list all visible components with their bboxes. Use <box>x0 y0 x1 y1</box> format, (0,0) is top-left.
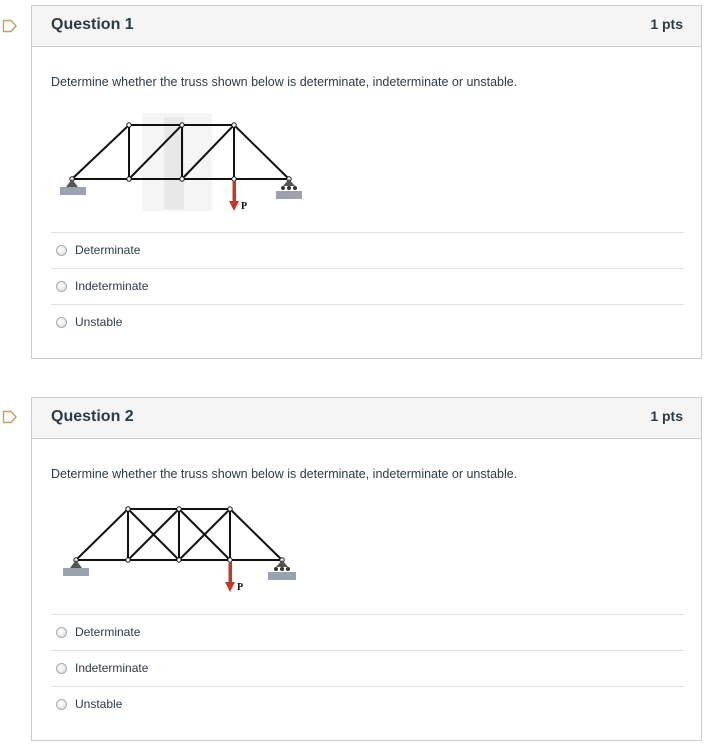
load-arrow-icon <box>225 562 235 592</box>
truss-figure-2 <box>54 503 314 598</box>
load-label: P <box>237 582 244 593</box>
question-card-1 <box>31 5 702 359</box>
radio-button[interactable] <box>56 663 67 674</box>
question-header <box>32 6 701 47</box>
answer-label: Determinate <box>75 625 141 639</box>
radio-button[interactable] <box>56 281 67 292</box>
load-arrow-icon <box>229 181 239 211</box>
answer-label: Unstable <box>75 315 123 329</box>
question-points: 1 pts <box>650 408 683 424</box>
answer-option-unstable[interactable] <box>51 686 684 722</box>
answer-option-indeterminate[interactable] <box>51 650 684 686</box>
radio-button[interactable] <box>56 317 67 328</box>
question-title: Question 1 <box>51 16 134 33</box>
question-prompt: Determine whether the truss shown below is determinate, indeterminate or unstable. <box>51 467 518 481</box>
load-label: P <box>241 201 248 212</box>
radio-button[interactable] <box>56 699 67 710</box>
answer-option-indeterminate[interactable] <box>51 268 684 304</box>
roller-support-icon <box>276 179 302 199</box>
question-header <box>32 398 701 439</box>
roller-support-icon <box>268 560 296 580</box>
flag-question-icon[interactable] <box>2 18 18 34</box>
answer-list <box>51 232 684 340</box>
answer-option-determinate[interactable] <box>51 232 684 268</box>
answer-option-unstable[interactable] <box>51 304 684 340</box>
flag-question-icon[interactable] <box>2 409 18 425</box>
question-prompt: Determine whether the truss shown below is determinate, indeterminate or unstable. <box>51 75 518 89</box>
question-points: 1 pts <box>650 16 683 32</box>
pin-support-icon <box>63 560 89 576</box>
pin-support-icon <box>60 179 86 195</box>
question-title: Question 2 <box>51 408 134 425</box>
radio-button[interactable] <box>56 627 67 638</box>
answer-option-determinate[interactable] <box>51 614 684 650</box>
answer-label: Indeterminate <box>75 661 149 675</box>
answer-label: Unstable <box>75 697 123 711</box>
answer-label: Indeterminate <box>75 279 149 293</box>
question-card-2 <box>31 397 702 741</box>
answer-list <box>51 614 684 722</box>
radio-button[interactable] <box>56 245 67 256</box>
answer-label: Determinate <box>75 243 141 257</box>
truss-figure-1 <box>54 111 314 216</box>
